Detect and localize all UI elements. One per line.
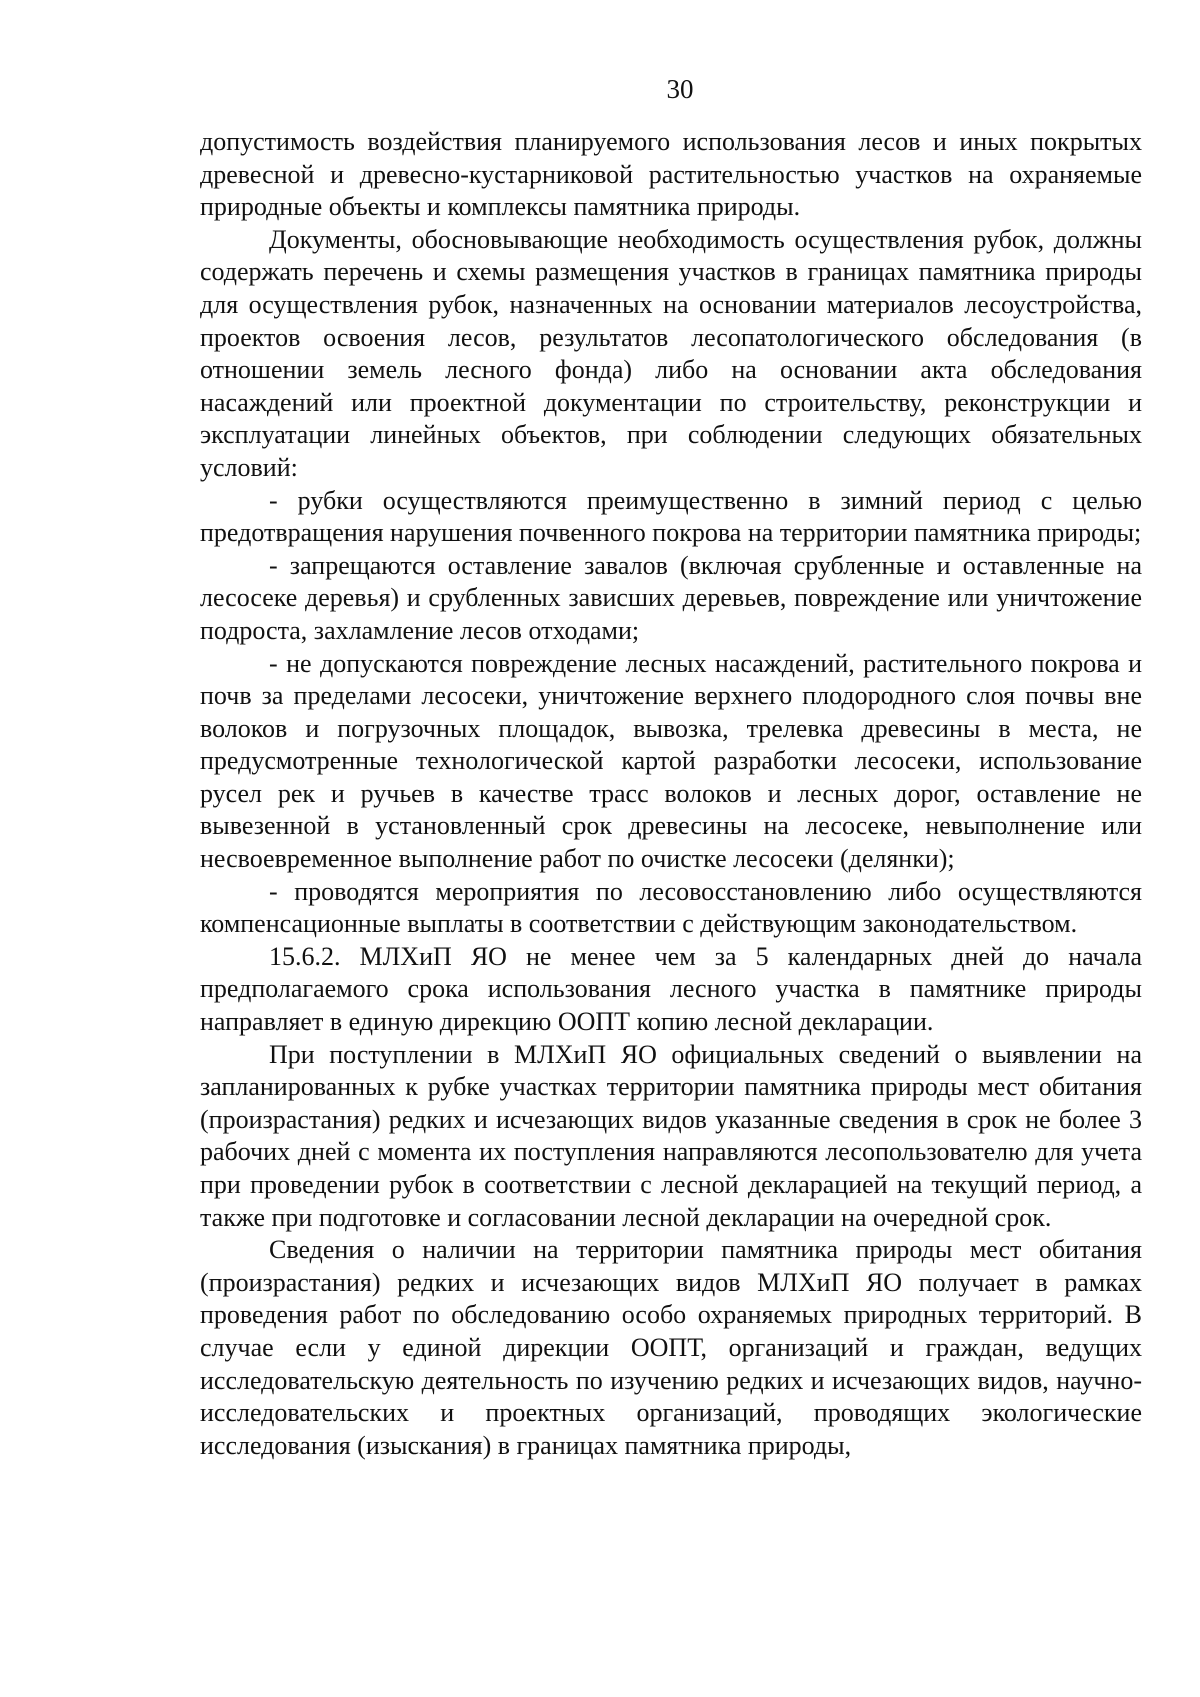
paragraph-section-15-6-2: 15.6.2. МЛХиП ЯО не менее чем за 5 календарных дней до начала предполагаемого срока использования лесного участка в памятнике природы направляет в единую дирекцию ООПТ копию лесной декларации. [200,941,1142,1037]
document-body [200,126,1142,1462]
page-number: 30 [666,74,694,104]
paragraph-official-information: При поступлении в МЛХиП ЯО официальных сведений о выявлении на запланированных к рубке участках территории памятника природы мест обитания (произрастания) редких и исчезающих видов указанные сведения в срок не более 3 рабочих дней с момента их поступления направляются лесопользователю для учета при проведении рубок в соответствии с лесной декларацией на текущий период, а также при подготовке и согласовании лесной декларации на очередной срок. [200,1039,1142,1232]
list-item-prohibitions: - запрещаются оставление завалов (включая срубленные и оставленные на лесосеке деревья) и срубленных зависших деревьев, повреждение или уничтожение подроста, захламление лесов отходами; [200,550,1142,645]
paragraph-continuation: допустимость воздействия планируемого использования лесов и иных покрытых древесной и древесно-кустарниковой растительностью участков на охраняемые природные объекты и комплексы памятника природы. [200,127,1142,222]
list-item-reforestation: - проводятся мероприятия по лесовосстановлению либо осуществляются компенсационные выплаты в соответствии с действующим законодательством. [200,876,1142,939]
list-item-winter-felling: - рубки осуществляются преимущественно в зимний период с целью предотвращения нарушения почвенного покрова на территории памятника природы; [200,485,1142,548]
paragraph-documents-requirements: Документы, обосновывающие необходимость осуществления рубок, должны содержать перечень и схемы размещения участков в границах памятника природы для осуществления рубок, назначенных на основании материалов лесоустройства, проектов освоения лесов, результатов лесопатологического обследования (в отношении земель лесного фонда) либо на основании акта обследования насаждений или проектной документации по строительству, реконструкции и эксплуатации линейных объектов, при соблюдении следующих обязательных условий: [200,224,1142,482]
list-item-not-allowed: - не допускаются повреждение лесных насаждений, растительного покрова и почв за пределами лесосеки, уничтожение верхнего плодородного слоя почвы вне волоков и погрузочных площадок, вывозка, трелевка древесины в места, не предусмотренные технологической картой разработки лесосеки, использование русел рек и ручьев в качестве трасс волоков и лесных дорог, оставление не вывезенной в установленный срок древесины на лесосеке, невыполнение или несвоевременное выполнение работ по очистке лесосеки (делянки); [200,648,1142,874]
paragraph-rare-species-info: Сведения о наличии на территории памятника природы мест обитания (произрастания) редких и исчезающих видов МЛХиП ЯО получает в рамках проведения работ по обследованию особо охраняемых природных территорий. В случае если у единой дирекции ООПТ, организаций и граждан, ведущих исследовательскую деятельность по изучению редких и исчезающих видов, научно-исследовательских и проектных организаций, проводящих экологические исследования (изыскания) в границах памятника природы, [200,1235,1142,1460]
